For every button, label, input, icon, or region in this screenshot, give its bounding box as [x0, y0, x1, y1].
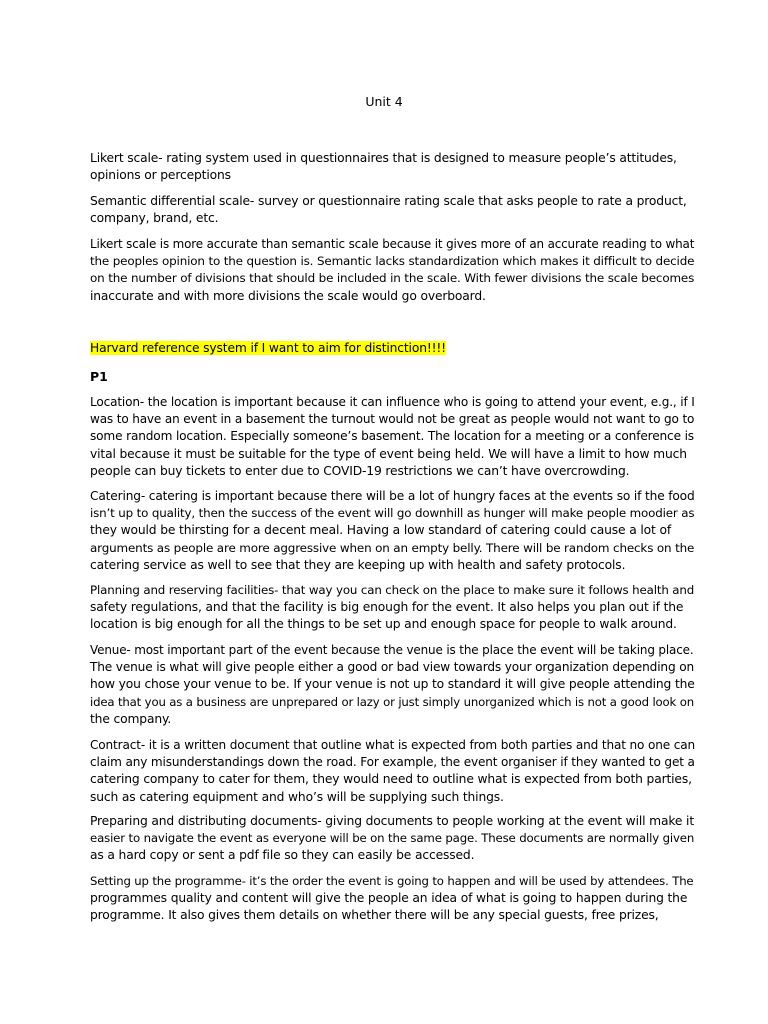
- paragraph-semantic: [90, 193, 695, 227]
- paragraph-likert: [90, 150, 695, 184]
- paragraph-programme: [90, 873, 695, 925]
- text-line: Contract- it is a written document that outline what is expected from both parties and that no one can: [90, 738, 695, 752]
- text-line: such as catering equipment and who’s will be supplying such things.: [90, 789, 504, 804]
- text-line: programmes quality and content will give the people an idea of what is going to happen during the: [90, 891, 688, 906]
- paragraph-location: [90, 394, 695, 480]
- text-line: Venue- most important part of the event because the venue is the place the event will be taking place.: [90, 643, 694, 657]
- text-line: safety regulations, and that the facility is big enough for the event. It also helps you plan out if the: [90, 600, 684, 615]
- text-line: Location- the location is important because it can influence who is going to attend your event, e.g., if I: [90, 395, 695, 409]
- paragraph-catering: [90, 488, 695, 574]
- text-line: programme. It also gives them details on whether there will be any special guests, free prizes,: [90, 908, 659, 923]
- text-line: location is big enough for all the things to be set up and enough space for people to walk around.: [90, 617, 677, 632]
- text-line: Catering- catering is important because there will be a lot of hungry faces at the events so if the food: [90, 489, 695, 503]
- text-line: catering company to cater for them, they would need to outline what is expected from both parties,: [90, 772, 692, 787]
- text-line: the company.: [90, 711, 172, 726]
- text-line: idea that you as a business are unprepared or lazy or just simply unorganized which is not a good look on: [90, 694, 694, 709]
- text-line: Preparing and distributing documents- giving documents to people working at the event will make it: [90, 814, 694, 828]
- paragraph-comparison: [90, 236, 695, 305]
- text-line: on the number of divisions that should be included in the scale. With fewer divisions the scale becomes: [90, 271, 695, 286]
- text-line: as a hard copy or sent a pdf file so they can easily be accessed.: [90, 848, 475, 863]
- text-line: arguments as people are more aggressive when on an empty belly. There will be random checks on the: [90, 540, 695, 555]
- text-line: claim any misunderstandings down the road. For example, the event organiser if they wanted to get a: [90, 755, 695, 770]
- text-line: The venue is what will give people either a good or bad view towards your organization depending on: [90, 660, 695, 675]
- text-line: Semantic differential scale- survey or questionnaire rating scale that asks people to rate a product,: [90, 194, 687, 208]
- text-line: they would be thirsting for a decent meal. Having a low standard of catering could cause a lot of: [90, 523, 671, 538]
- text-line: Likert scale- rating system used in questionnaires that is designed to measure people’s attitudes,: [90, 151, 677, 165]
- text-line: some random location. Especially someone’s basement. The location for a meeting or a conference is: [90, 429, 694, 444]
- text-line: Likert scale is more accurate than semantic scale because it gives more of an accurate reading to what: [90, 237, 695, 251]
- text-line: catering service as well to see that they are keeping up with health and safety protocols.: [90, 557, 626, 572]
- text-line: was to have an event in a basement the turnout would not be great as people would not want to go to: [90, 412, 695, 427]
- text-line: people can buy tickets to enter due to COVID-19 restrictions we can’t have overcrowding.: [90, 463, 630, 478]
- highlighted-text: Harvard reference system if I want to aim for distinction!!!!: [90, 341, 446, 355]
- text-line: opinions or perceptions: [90, 168, 231, 183]
- section-heading-p1: P1: [90, 369, 108, 384]
- text-line: Planning and reserving facilities- that way you can check on the place to make sure it follows health and: [90, 583, 695, 597]
- text-line: the peoples opinion to the question is. Semantic lacks standardization which makes it difficult to decide: [90, 254, 695, 269]
- paragraph-documents: [90, 813, 695, 865]
- text-line: easier to navigate the event as everyone will be on the same page. These documents are normally given: [90, 831, 695, 846]
- page-title: Unit 4: [365, 94, 403, 109]
- paragraph-planning: [90, 582, 695, 634]
- text-line: how you chose your venue to be. If your venue is not up to standard it will give people attending the: [90, 677, 695, 692]
- text-line: company, brand, etc.: [90, 211, 219, 226]
- text-line: isn’t up to quality, then the success of the event will go downhill as hunger will make people moodier as: [90, 506, 695, 521]
- text-line: vital because it must be suitable for the type of event being held. We will have a limit to how much: [90, 446, 687, 461]
- harvard-note: [90, 340, 695, 357]
- paragraph-venue: [90, 642, 695, 728]
- paragraph-contract: [90, 737, 695, 806]
- text-line: inaccurate and with more divisions the scale would go overboard.: [90, 288, 486, 303]
- text-line: Setting up the programme- it’s the order the event is going to happen and will be used by attendees. The: [90, 874, 694, 888]
